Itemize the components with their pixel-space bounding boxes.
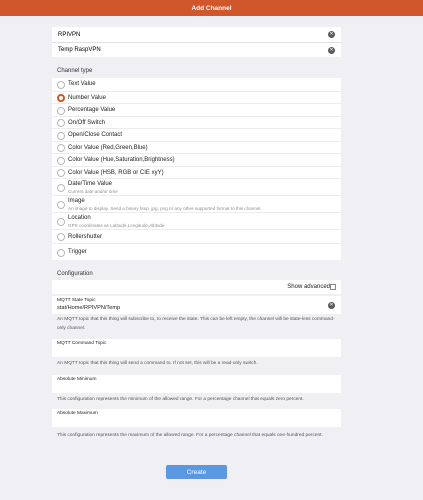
radio-description: Current date and/or time <box>68 188 118 194</box>
mqtt-state-topic-field[interactable] <box>52 296 341 314</box>
field-label: MQTT Command Topic <box>57 341 107 346</box>
checkbox-icon[interactable] <box>330 284 336 290</box>
radio-icon <box>57 218 65 226</box>
radio-description: An image to display. Send a binary bmp, jpg, png or any other supported format to this channel. <box>68 205 262 211</box>
radio-label: Rollershutter <box>68 234 103 240</box>
radio-label: Image <box>68 198 85 204</box>
radio-label: Trigger <box>68 249 87 255</box>
create-button[interactable]: Create <box>166 465 227 479</box>
radio-label: Color Value (HSB, RGB or CIE xyY) <box>68 169 164 176</box>
radio-label: Open/Close Contact <box>68 132 123 138</box>
field-hint: An MQTT topic that this thing will send a command to. If not set, this will be a read-only switch. <box>57 361 258 366</box>
radio-option[interactable] <box>52 243 341 260</box>
radio-icon <box>57 119 65 127</box>
radio-label: Location <box>68 215 91 221</box>
channel-type-list <box>52 78 341 260</box>
clear-circle-icon[interactable]: ✕ <box>329 302 334 308</box>
radio-icon <box>57 233 65 241</box>
radio-label: Color Value (Hue,Saturation,Brightness) <box>68 157 175 163</box>
field-hint: This configuration represents the maximum of the allowed range. For a percentage channel that equals one-hundred percent. <box>57 433 323 438</box>
radio-option[interactable] <box>52 212 341 229</box>
absolute-minimum-field[interactable] <box>52 375 341 393</box>
field-value: stat/Home/RPIVPN/Temp <box>57 305 121 311</box>
radio-label: Text Value <box>68 81 96 87</box>
radio-option[interactable] <box>52 91 341 104</box>
mqtt-command-topic-field[interactable] <box>52 339 341 357</box>
radio-option[interactable] <box>52 195 341 212</box>
field-label: Absolute Minimum <box>57 377 97 382</box>
radio-option[interactable] <box>52 229 341 243</box>
radio-icon <box>57 144 65 152</box>
radio-option[interactable] <box>52 116 341 129</box>
radio-label: Number Value <box>68 94 106 101</box>
radio-icon <box>57 107 65 115</box>
radio-icon <box>57 157 65 165</box>
radio-icon <box>57 184 65 192</box>
channel-name-fields <box>52 27 341 57</box>
clear-circle-icon[interactable]: ✕ <box>329 31 334 37</box>
channel-label-field[interactable] <box>52 42 341 57</box>
radio-option[interactable] <box>52 141 341 154</box>
field-hint: An MQTT topic that this thing will subscribe to, to receive the state. This can be left empty, the channel will be state-less command-only channel. <box>57 317 335 331</box>
navbar <box>0 0 423 16</box>
channel-id-value: RPIVPN <box>58 31 81 38</box>
radio-option[interactable] <box>52 166 341 179</box>
radio-label: Percentage Value <box>68 107 116 113</box>
radio-label: Date/Time Value <box>68 181 113 187</box>
radio-option[interactable] <box>52 103 341 116</box>
radio-icon <box>57 81 65 89</box>
configuration-heading: Configuration <box>57 271 93 277</box>
channel-type-heading: Channel type <box>57 68 93 74</box>
radio-description: GPS coordinates as Latitude,Longitude,Altitude <box>68 222 165 228</box>
radio-option[interactable] <box>52 78 341 91</box>
field-label: MQTT State Topic <box>57 298 96 303</box>
show-advanced-row[interactable] <box>52 280 341 294</box>
field-hint: This configuration represents the minimum of the allowed range. For a percentage channel that equals zero percent. <box>57 397 304 402</box>
show-advanced-label: Show advanced <box>287 284 330 290</box>
absolute-maximum-field[interactable] <box>52 409 341 427</box>
radio-label: On/Off Switch <box>68 119 105 126</box>
field-label: Absolute Maximum <box>57 411 98 416</box>
radio-label: Color Value (Red,Green,Blue) <box>68 144 148 151</box>
radio-option[interactable] <box>52 178 341 195</box>
radio-icon <box>57 169 65 177</box>
channel-id-field[interactable] <box>52 27 341 42</box>
page-title: Add Channel <box>191 4 232 12</box>
radio-icon <box>57 201 65 209</box>
channel-label-value: Temp RaspVPN <box>58 47 101 53</box>
radio-option[interactable] <box>52 153 341 166</box>
radio-option[interactable] <box>52 128 341 141</box>
clear-circle-icon[interactable]: ✕ <box>329 47 334 53</box>
radio-icon <box>57 132 65 140</box>
radio-icon <box>57 249 65 257</box>
radio-icon <box>57 94 65 102</box>
